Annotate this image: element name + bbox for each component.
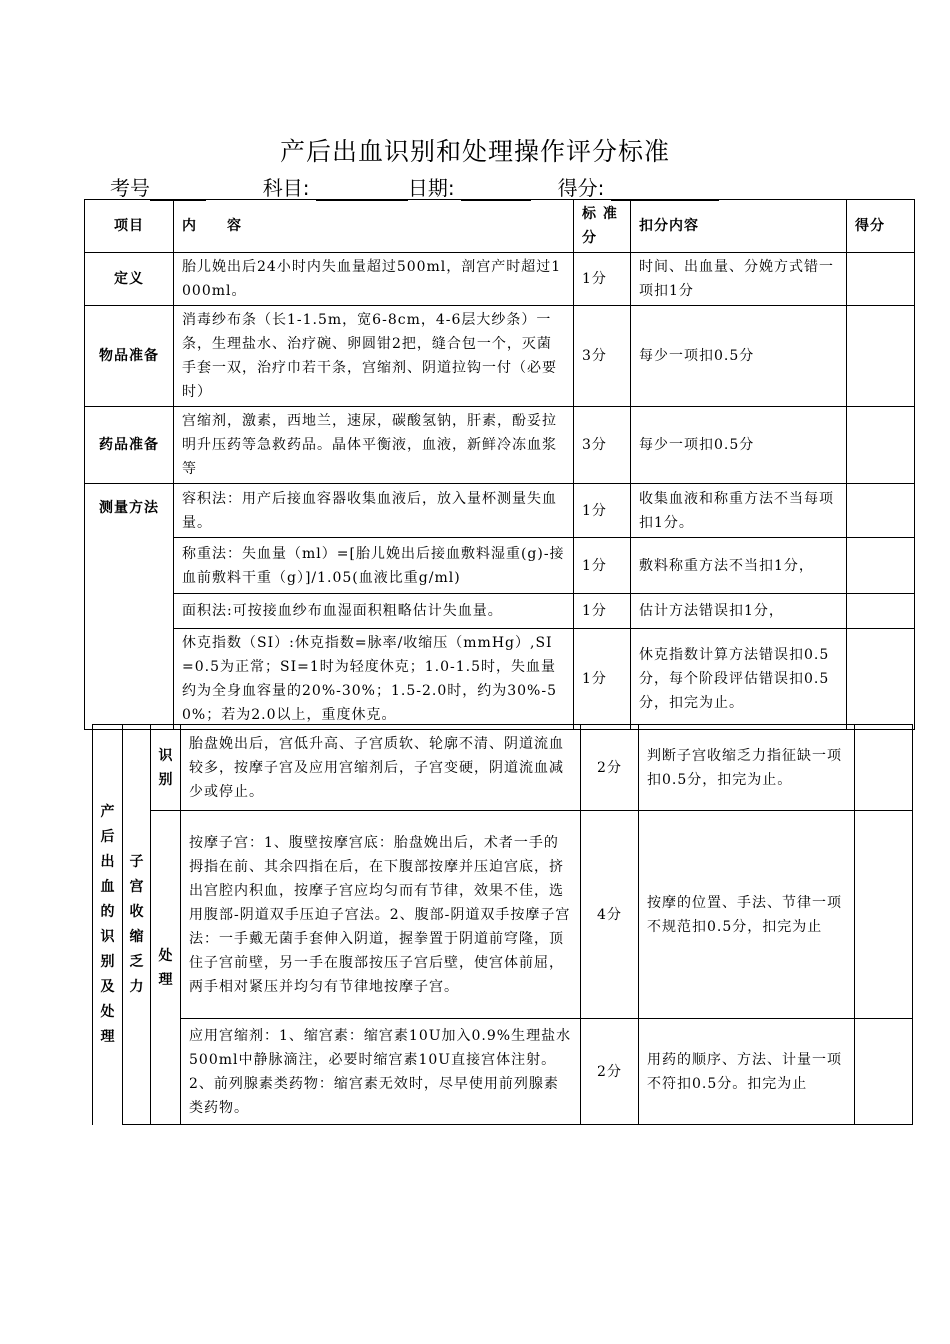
standard-massage: 4分 [581, 811, 639, 1019]
content-oxytocin: 应用宫缩剂：1、缩宫素：缩宫素10U加入0.9%生理盐水500ml中静脉滴注，必要时缩宫素10U直接宫体注射。2、前列腺素类药物：缩宫素无效时，尽早使用前列腺素类药物。 [181, 1019, 581, 1125]
label-treat: 处理 [151, 811, 181, 1125]
document-title: 产后出血识别和处理操作评分标准 [279, 137, 670, 166]
content-weight: 称重法：失血量（ml）=[胎儿娩出后接血敷料湿重(g)-接血前敷料干重（g）]/1.05(血液比重g/ml) [174, 538, 574, 594]
scoring-table-treatment [92, 724, 913, 1125]
scoring-table [84, 199, 915, 730]
standard-area: 1分 [574, 594, 631, 629]
header-item: 项目 [85, 200, 174, 253]
score-field[interactable] [611, 178, 719, 201]
score-label: 得分: [557, 176, 605, 200]
standard-weight: 1分 [574, 538, 631, 594]
content-shock: 休克指数（SI）:休克指数=脉率/收缩压（mmHg）,SI=0.5为正常；SI=1时为轻度休克；1.0-1.5时，失血量约为全身血容量的20%-30%；1.5-2.0时，约为30%-50%；若为2.0以上，重度休克。 [174, 629, 574, 730]
deduction-area: 估计方法错误扣1分， [631, 594, 847, 629]
header-row [85, 200, 915, 253]
standard-shock: 1分 [574, 629, 631, 730]
deduction-volume: 收集血液和称重方法不当每项扣1分。 [631, 484, 847, 538]
subject-label: 科目: [262, 176, 310, 200]
content-volume: 容积法：用产后接血容器收集血液后，放入量杯测量失血量。 [174, 484, 574, 538]
section-label-pph: 产后出血的识别及处理 [93, 725, 123, 1125]
standard-drugs: 3分 [574, 407, 631, 484]
score-cell[interactable] [855, 811, 913, 1019]
deduction-massage: 按摩的位置、手法、节律一项不规范扣0.5分，扣完为止 [639, 811, 855, 1019]
table-row-measure-area [85, 594, 915, 629]
table-row-identify [93, 725, 913, 811]
standard-identify: 2分 [581, 725, 639, 811]
section-label-atony: 子宫收缩乏力 [123, 725, 151, 1125]
standard-supplies: 3分 [574, 306, 631, 407]
deduction-definition: 时间、出血量、分娩方式错一项扣1分 [631, 253, 847, 306]
content-drugs: 宫缩剂，激素，西地兰，速尿，碳酸氢钠，肝素，酚妥拉明升压药等急救药品。晶体平衡液，血液，新鲜冷冻血浆等 [174, 407, 574, 484]
table-row-oxytocin [93, 1019, 913, 1125]
content-area: 面积法:可按接血纱布血湿面积粗略估计失血量。 [174, 594, 574, 629]
standard-oxytocin: 2分 [581, 1019, 639, 1125]
content-massage: 按摩子宫：1、腹壁按摩宫底：胎盘娩出后，术者一手的拇指在前、其余四指在后，在下腹部按摩并压迫宫底，挤出宫腔内积血，按摩子宫应均匀而有节律，效果不佳，选用腹部-阴道双手压迫子宫法。2、腹部-阴道双手按摩子宫法：一手戴无菌手套伸入阴道，握拳置于阴道前穹隆，顶住子宫前壁，另一手在腹部按压子宫后壁，使宫体前屈，两手相对紧压并均匀有节律地按摩子宫。 [181, 811, 581, 1019]
score-cell[interactable] [847, 538, 915, 594]
table-row-measure-volume [85, 484, 915, 538]
standard-volume: 1分 [574, 484, 631, 538]
score-cell[interactable] [847, 484, 915, 538]
content-identify: 胎盘娩出后，宫低升高、子宫质软、轮廓不清、阴道流血较多，按摩子宫及应用宫缩剂后，子宫变硬，阴道流血减少或停止。 [181, 725, 581, 811]
standard-definition: 1分 [574, 253, 631, 306]
deduction-shock: 休克指数计算方法错误扣0.5分，每个阶段评估错误扣0.5分，扣完为止。 [631, 629, 847, 730]
score-cell[interactable] [847, 629, 915, 730]
exam-meta-line [110, 172, 830, 201]
deduction-supplies: 每少一项扣0.5分 [631, 306, 847, 407]
score-cell[interactable] [847, 253, 915, 306]
deduction-weight: 敷料称重方法不当扣1分， [631, 538, 847, 594]
label-identify: 识别 [151, 725, 181, 811]
score-cell[interactable] [847, 594, 915, 629]
header-score: 得分 [847, 200, 915, 253]
header-deduction: 扣分内容 [631, 200, 847, 253]
item-measure: 测量方法 [85, 484, 174, 730]
table-row-drugs [85, 407, 915, 484]
item-definition: 定义 [85, 253, 174, 306]
item-drugs: 药品准备 [85, 407, 174, 484]
header-content: 内 容 [174, 200, 574, 253]
deduction-identify: 判断子宫收缩乏力指征缺一项扣0.5分，扣完为止。 [639, 725, 855, 811]
score-cell[interactable] [847, 407, 915, 484]
date-field[interactable] [461, 178, 531, 201]
table-row-massage [93, 811, 913, 1019]
content-definition: 胎儿娩出后24小时内失血量超过500ml，剖宫产时超过1000ml。 [174, 253, 574, 306]
score-cell[interactable] [855, 1019, 913, 1125]
header-standard: 标 准 分 [574, 200, 631, 253]
exam-no-field[interactable] [150, 178, 206, 201]
table-row-measure-shock [85, 629, 915, 730]
score-cell[interactable] [847, 306, 915, 407]
date-label: 日期: [407, 176, 455, 200]
deduction-oxytocin: 用药的顺序、方法、计量一项不符扣0.5分。扣完为止 [639, 1019, 855, 1125]
item-supplies: 物品准备 [85, 306, 174, 407]
content-supplies: 消毒纱布条（长1-1.5m，宽6-8cm，4-6层大纱条）一条，生理盐水、治疗碗、卵圆钳2把，缝合包一个，灭菌手套一双，治疗巾若干条，宫缩剂、阴道拉钩一付（必要时） [174, 306, 574, 407]
table-row-definition [85, 253, 915, 306]
exam-no-label: 考号 [110, 176, 150, 200]
table-row-measure-weight [85, 538, 915, 594]
table-row-supplies [85, 306, 915, 407]
deduction-drugs: 每少一项扣0.5分 [631, 407, 847, 484]
subject-field[interactable] [316, 178, 408, 201]
score-cell[interactable] [855, 725, 913, 811]
